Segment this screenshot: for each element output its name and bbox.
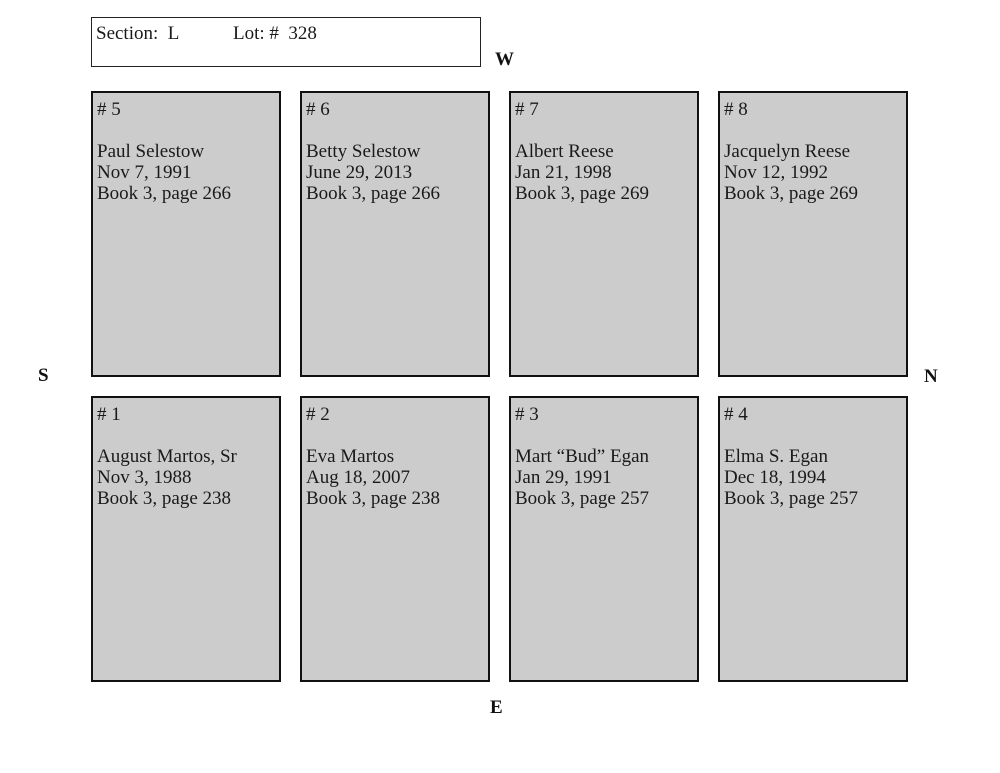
plot-record: Book 3, page 269 bbox=[515, 183, 650, 204]
plot-number: # 1 bbox=[97, 404, 121, 425]
plot-number: # 5 bbox=[97, 99, 121, 120]
plot-record: Book 3, page 257 bbox=[515, 488, 650, 509]
plot-date: Aug 18, 2007 bbox=[306, 467, 410, 488]
compass-north-label: N bbox=[924, 366, 938, 387]
plot-date: Jan 21, 1998 bbox=[515, 162, 612, 183]
plot-name: Elma S. Egan bbox=[724, 446, 828, 467]
plot-date: Nov 3, 1988 bbox=[97, 467, 192, 488]
plot-number: # 7 bbox=[515, 99, 539, 120]
plot-date: Nov 12, 1992 bbox=[724, 162, 828, 183]
plot-2 bbox=[300, 396, 490, 682]
plot-name: Mart “Bud” Egan bbox=[515, 446, 650, 467]
plot-name: Paul Selestow bbox=[97, 141, 205, 162]
plot-number: # 2 bbox=[306, 404, 330, 425]
plot-number: # 8 bbox=[724, 99, 748, 120]
plot-name: Albert Reese bbox=[515, 141, 614, 162]
plot-3 bbox=[509, 396, 699, 682]
compass-south-label: S bbox=[38, 365, 49, 386]
plot-number: # 4 bbox=[724, 404, 748, 425]
plot-name: Betty Selestow bbox=[306, 141, 421, 162]
compass-east-label: E bbox=[490, 697, 503, 718]
plot-date: Jan 29, 1991 bbox=[515, 467, 612, 488]
plot-date: Nov 7, 1991 bbox=[97, 162, 192, 183]
plot-5 bbox=[91, 91, 281, 377]
plot-name: Eva Martos bbox=[306, 446, 395, 467]
plot-6 bbox=[300, 91, 490, 377]
plot-4 bbox=[718, 396, 908, 682]
compass-west-label: W bbox=[495, 49, 514, 70]
plot-number: # 3 bbox=[515, 404, 539, 425]
section-label: Section: L bbox=[96, 23, 180, 44]
section-lot-box bbox=[91, 17, 481, 67]
plot-name: Jacquelyn Reese bbox=[724, 141, 851, 162]
plot-name: August Martos, Sr bbox=[97, 446, 237, 467]
plot-record: Book 3, page 269 bbox=[724, 183, 859, 204]
plot-date: Dec 18, 1994 bbox=[724, 467, 826, 488]
plot-date: June 29, 2013 bbox=[306, 162, 413, 183]
plot-record: Book 3, page 266 bbox=[306, 183, 441, 204]
plot-8 bbox=[718, 91, 908, 377]
plot-record: Book 3, page 257 bbox=[724, 488, 859, 509]
plot-record: Book 3, page 238 bbox=[97, 488, 232, 509]
plot-record: Book 3, page 266 bbox=[97, 183, 232, 204]
plot-record: Book 3, page 238 bbox=[306, 488, 441, 509]
plot-7 bbox=[509, 91, 699, 377]
lot-label: Lot: # 328 bbox=[233, 23, 317, 44]
plot-number: # 6 bbox=[306, 99, 330, 120]
plot-1 bbox=[91, 396, 281, 682]
